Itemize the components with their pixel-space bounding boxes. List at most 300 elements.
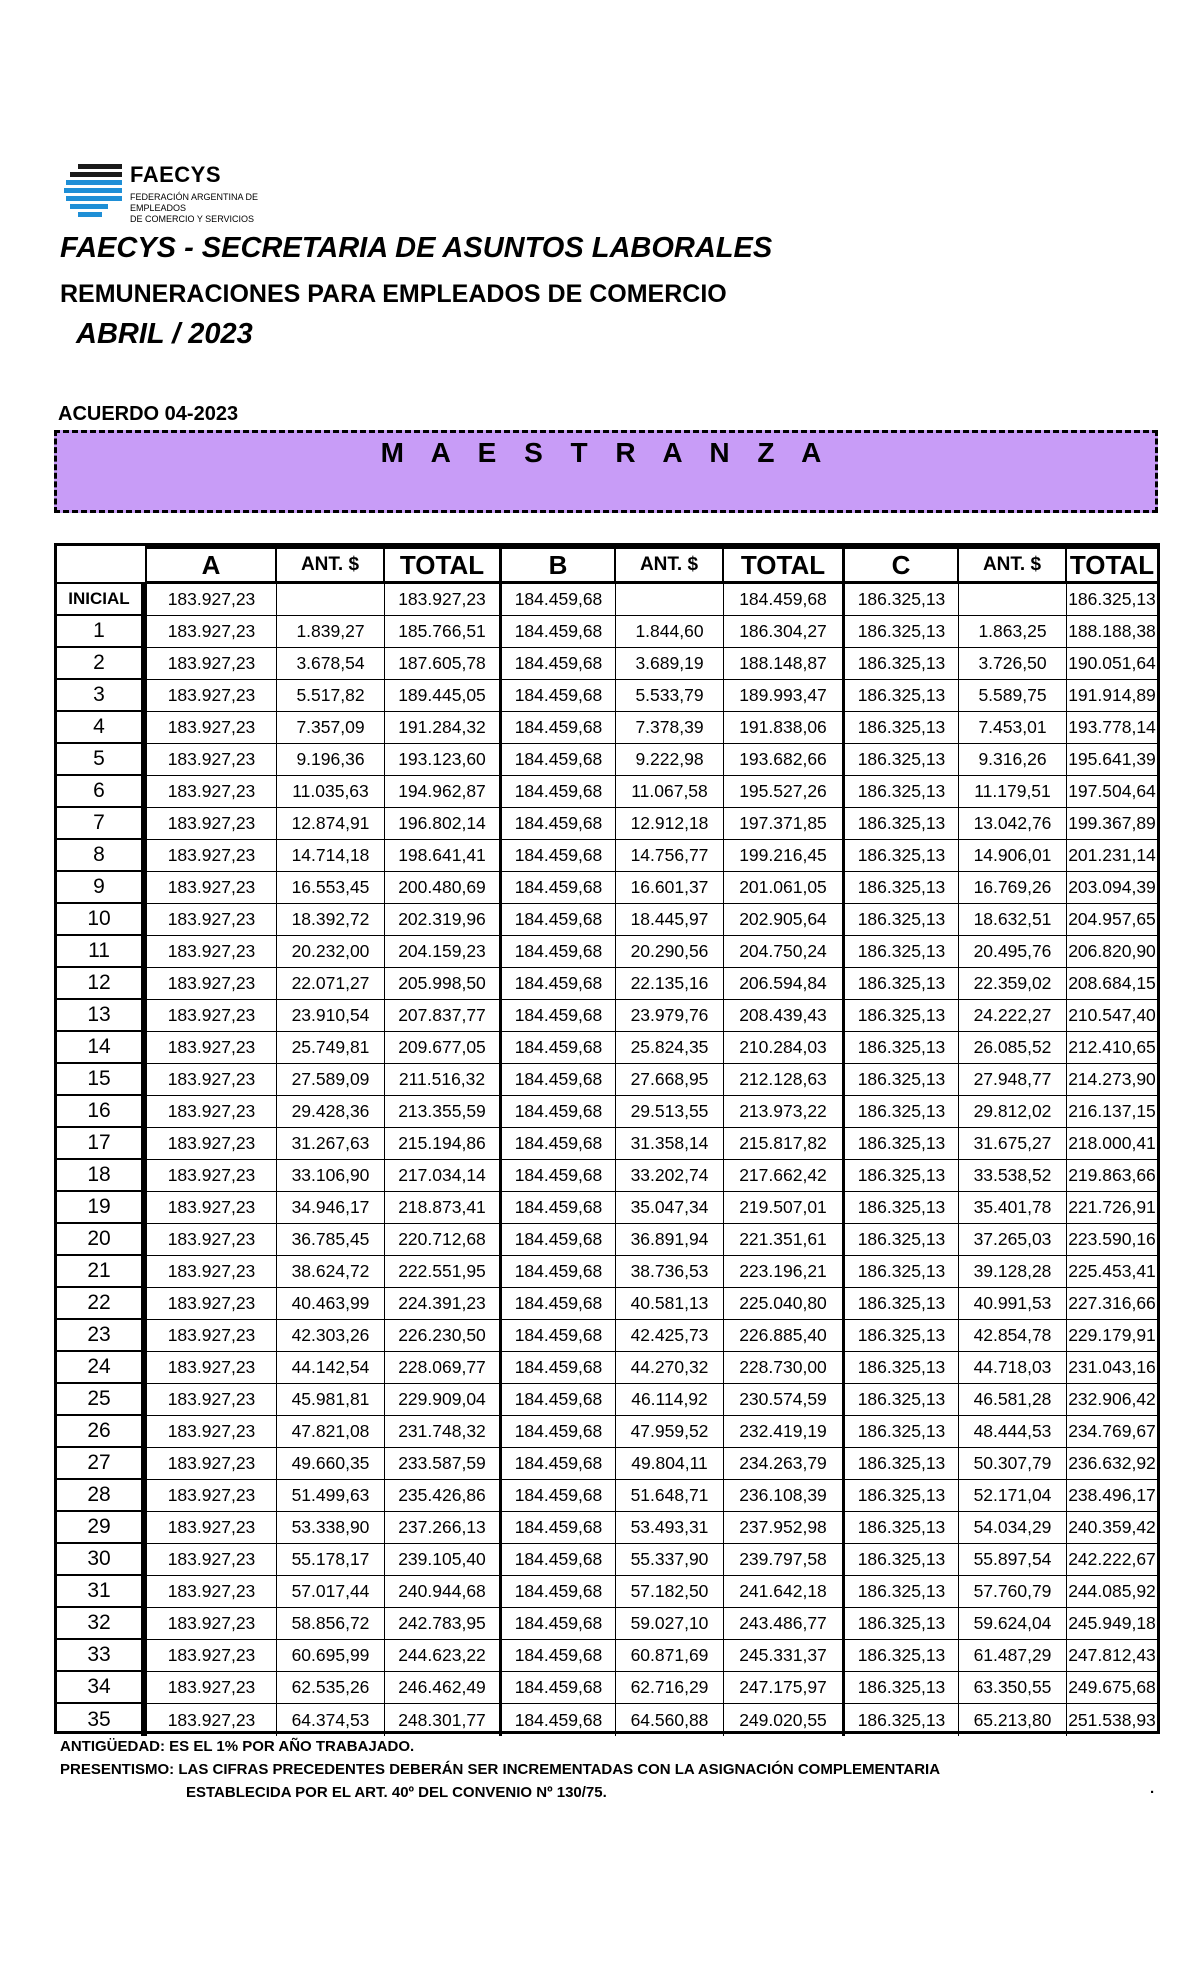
value-cell: 184.459,68 — [502, 1480, 616, 1512]
antiguedad-note: ANTIGÜEDAD: ES EL 1% POR AÑO TRABAJADO. — [60, 1738, 415, 1755]
value-cell: 42.303,26 — [277, 1320, 385, 1352]
table-row — [57, 1608, 1157, 1640]
value-cell: 186.325,13 — [845, 1512, 959, 1544]
column-header: A — [147, 546, 277, 584]
value-cell: 184.459,68 — [502, 1416, 616, 1448]
value-cell: 64.560,88 — [616, 1704, 724, 1736]
value-cell: 53.338,90 — [277, 1512, 385, 1544]
value-cell: 31.675,27 — [959, 1128, 1067, 1160]
level-cell: 13 — [57, 1000, 147, 1032]
salary-table — [57, 546, 1157, 1736]
faecys-logo-icon — [64, 162, 126, 224]
value-cell: 207.837,77 — [385, 1000, 502, 1032]
value-cell: 184.459,68 — [502, 776, 616, 808]
table-row — [57, 1448, 1157, 1480]
value-cell: 36.785,45 — [277, 1224, 385, 1256]
value-cell: 244.623,22 — [385, 1640, 502, 1672]
table-row — [57, 648, 1157, 680]
table-row — [57, 1544, 1157, 1576]
level-cell: 32 — [57, 1608, 147, 1640]
table-row — [57, 1480, 1157, 1512]
value-cell: 225.040,80 — [724, 1288, 845, 1320]
value-cell: 14.714,18 — [277, 840, 385, 872]
value-cell: 186.325,13 — [845, 1000, 959, 1032]
value-cell: 184.459,68 — [502, 1160, 616, 1192]
section-title: M A E S T R A N Z A — [380, 437, 832, 468]
value-cell: 236.108,39 — [724, 1480, 845, 1512]
value-cell: 16.769,26 — [959, 872, 1067, 904]
value-cell: 240.944,68 — [385, 1576, 502, 1608]
value-cell: 186.325,13 — [845, 1352, 959, 1384]
value-cell: 186.325,13 — [845, 968, 959, 1000]
value-cell: 18.632,51 — [959, 904, 1067, 936]
value-cell: 186.325,13 — [845, 1064, 959, 1096]
level-cell: 26 — [57, 1416, 147, 1448]
value-cell: 206.820,90 — [1067, 936, 1157, 968]
value-cell: 184.459,68 — [502, 1000, 616, 1032]
value-cell: 184.459,68 — [502, 872, 616, 904]
value-cell: 206.594,84 — [724, 968, 845, 1000]
level-cell: 34 — [57, 1672, 147, 1704]
value-cell: 236.632,92 — [1067, 1448, 1157, 1480]
value-cell: 16.601,37 — [616, 872, 724, 904]
value-cell: 214.273,90 — [1067, 1064, 1157, 1096]
value-cell: 39.128,28 — [959, 1256, 1067, 1288]
value-cell: 3.689,19 — [616, 648, 724, 680]
value-cell: 186.325,13 — [845, 776, 959, 808]
table-row — [57, 1192, 1157, 1224]
value-cell: 204.750,24 — [724, 936, 845, 968]
level-cell: 31 — [57, 1576, 147, 1608]
value-cell: 234.769,67 — [1067, 1416, 1157, 1448]
value-cell: 186.325,13 — [845, 872, 959, 904]
value-cell: 202.319,96 — [385, 904, 502, 936]
value-cell: 34.946,17 — [277, 1192, 385, 1224]
value-cell: 44.718,03 — [959, 1352, 1067, 1384]
page-subtitle: REMUNERACIONES PARA EMPLEADOS DE COMERCIO — [60, 280, 727, 308]
value-cell: 59.624,04 — [959, 1608, 1067, 1640]
level-cell: INICIAL — [57, 584, 147, 616]
value-cell: 38.736,53 — [616, 1256, 724, 1288]
value-cell: 11.179,51 — [959, 776, 1067, 808]
value-cell: 239.797,58 — [724, 1544, 845, 1576]
value-cell: 23.979,76 — [616, 1000, 724, 1032]
value-cell: 188.148,87 — [724, 648, 845, 680]
value-cell: 13.042,76 — [959, 808, 1067, 840]
trailing-mark: . — [1150, 1780, 1155, 1797]
value-cell: 183.927,23 — [147, 1096, 277, 1128]
level-cell: 25 — [57, 1384, 147, 1416]
value-cell: 20.495,76 — [959, 936, 1067, 968]
table-row — [57, 1000, 1157, 1032]
value-cell: 33.538,52 — [959, 1160, 1067, 1192]
table-row — [57, 1096, 1157, 1128]
value-cell: 57.017,44 — [277, 1576, 385, 1608]
value-cell: 59.027,10 — [616, 1608, 724, 1640]
level-header — [57, 546, 147, 584]
value-cell: 215.194,86 — [385, 1128, 502, 1160]
value-cell: 186.325,13 — [845, 1640, 959, 1672]
value-cell: 184.459,68 — [502, 904, 616, 936]
value-cell: 186.304,27 — [724, 616, 845, 648]
value-cell: 60.695,99 — [277, 1640, 385, 1672]
value-cell: 186.325,13 — [845, 1448, 959, 1480]
value-cell: 54.034,29 — [959, 1512, 1067, 1544]
value-cell: 22.071,27 — [277, 968, 385, 1000]
value-cell: 186.325,13 — [845, 1192, 959, 1224]
value-cell: 239.105,40 — [385, 1544, 502, 1576]
value-cell: 184.459,68 — [502, 968, 616, 1000]
value-cell: 237.266,13 — [385, 1512, 502, 1544]
value-cell: 200.480,69 — [385, 872, 502, 904]
value-cell: 183.927,23 — [147, 1448, 277, 1480]
value-cell: 184.459,68 — [502, 1256, 616, 1288]
value-cell: 184.459,68 — [502, 1128, 616, 1160]
value-cell: 184.459,68 — [502, 616, 616, 648]
value-cell: 232.419,19 — [724, 1416, 845, 1448]
value-cell: 183.927,23 — [147, 1256, 277, 1288]
value-cell: 209.677,05 — [385, 1032, 502, 1064]
value-cell: 44.270,32 — [616, 1352, 724, 1384]
table-row — [57, 712, 1157, 744]
value-cell: 46.114,92 — [616, 1384, 724, 1416]
value-cell: 218.000,41 — [1067, 1128, 1157, 1160]
level-cell: 10 — [57, 904, 147, 936]
table-row — [57, 616, 1157, 648]
value-cell: 234.263,79 — [724, 1448, 845, 1480]
value-cell: 16.553,45 — [277, 872, 385, 904]
level-cell: 29 — [57, 1512, 147, 1544]
column-header: TOTAL — [724, 546, 845, 584]
value-cell: 183.927,23 — [147, 1384, 277, 1416]
value-cell: 40.991,53 — [959, 1288, 1067, 1320]
value-cell: 12.874,91 — [277, 808, 385, 840]
value-cell: 50.307,79 — [959, 1448, 1067, 1480]
value-cell: 183.927,23 — [147, 616, 277, 648]
column-header: C — [845, 546, 959, 584]
value-cell: 218.873,41 — [385, 1192, 502, 1224]
value-cell: 45.981,81 — [277, 1384, 385, 1416]
value-cell: 212.128,63 — [724, 1064, 845, 1096]
value-cell: 186.325,13 — [845, 1704, 959, 1736]
value-cell: 1.839,27 — [277, 616, 385, 648]
value-cell: 44.142,54 — [277, 1352, 385, 1384]
value-cell: 31.267,63 — [277, 1128, 385, 1160]
value-cell: 184.459,68 — [502, 648, 616, 680]
value-cell: 20.290,56 — [616, 936, 724, 968]
value-cell: 184.459,68 — [502, 1064, 616, 1096]
value-cell: 186.325,13 — [845, 1672, 959, 1704]
value-cell: 186.325,13 — [845, 1576, 959, 1608]
value-cell: 186.325,13 — [845, 712, 959, 744]
level-cell: 21 — [57, 1256, 147, 1288]
value-cell: 183.927,23 — [147, 1128, 277, 1160]
value-cell: 199.367,89 — [1067, 808, 1157, 840]
value-cell: 184.459,68 — [502, 584, 616, 616]
column-header: ANT. $ — [277, 546, 385, 584]
level-cell: 20 — [57, 1224, 147, 1256]
value-cell: 186.325,13 — [845, 616, 959, 648]
value-cell: 183.927,23 — [147, 1224, 277, 1256]
value-cell: 183.927,23 — [385, 584, 502, 616]
value-cell: 184.459,68 — [502, 1704, 616, 1736]
column-header: ANT. $ — [959, 546, 1067, 584]
value-cell: 208.684,15 — [1067, 968, 1157, 1000]
value-cell: 11.067,58 — [616, 776, 724, 808]
value-cell: 24.222,27 — [959, 1000, 1067, 1032]
table-row — [57, 840, 1157, 872]
value-cell: 194.962,87 — [385, 776, 502, 808]
level-cell: 16 — [57, 1096, 147, 1128]
table-row — [57, 1384, 1157, 1416]
logo-name: FAECYS — [130, 162, 222, 187]
table-row — [57, 1640, 1157, 1672]
value-cell: 205.998,50 — [385, 968, 502, 1000]
value-cell: 27.948,77 — [959, 1064, 1067, 1096]
table-row — [57, 872, 1157, 904]
value-cell: 184.459,68 — [502, 808, 616, 840]
level-cell: 9 — [57, 872, 147, 904]
value-cell: 9.196,36 — [277, 744, 385, 776]
value-cell: 183.927,23 — [147, 1512, 277, 1544]
value-cell: 226.885,40 — [724, 1320, 845, 1352]
value-cell: 55.897,54 — [959, 1544, 1067, 1576]
level-cell: 28 — [57, 1480, 147, 1512]
value-cell: 35.401,78 — [959, 1192, 1067, 1224]
level-cell: 8 — [57, 840, 147, 872]
value-cell: 223.196,21 — [724, 1256, 845, 1288]
value-cell: 29.812,02 — [959, 1096, 1067, 1128]
value-cell: 186.325,13 — [845, 1128, 959, 1160]
value-cell: 186.325,13 — [845, 648, 959, 680]
value-cell: 221.351,61 — [724, 1224, 845, 1256]
value-cell: 246.462,49 — [385, 1672, 502, 1704]
value-cell: 204.159,23 — [385, 936, 502, 968]
value-cell: 245.331,37 — [724, 1640, 845, 1672]
value-cell: 61.487,29 — [959, 1640, 1067, 1672]
table-row — [57, 936, 1157, 968]
table-row — [57, 1416, 1157, 1448]
value-cell: 185.766,51 — [385, 616, 502, 648]
value-cell: 18.445,97 — [616, 904, 724, 936]
table-header-row — [57, 546, 1157, 584]
value-cell: 245.949,18 — [1067, 1608, 1157, 1640]
page-title: FAECYS - SECRETARIA DE ASUNTOS LABORALES — [60, 232, 773, 264]
value-cell: 228.730,00 — [724, 1352, 845, 1384]
value-cell: 53.493,31 — [616, 1512, 724, 1544]
value-cell: 186.325,13 — [845, 1480, 959, 1512]
level-cell: 35 — [57, 1704, 147, 1736]
value-cell: 7.357,09 — [277, 712, 385, 744]
value-cell: 186.325,13 — [845, 1288, 959, 1320]
value-cell: 186.325,13 — [845, 1320, 959, 1352]
value-cell: 183.927,23 — [147, 776, 277, 808]
table-row — [57, 1224, 1157, 1256]
value-cell: 211.516,32 — [385, 1064, 502, 1096]
level-cell: 2 — [57, 648, 147, 680]
value-cell: 217.034,14 — [385, 1160, 502, 1192]
value-cell: 184.459,68 — [502, 1384, 616, 1416]
value-cell: 186.325,13 — [845, 1096, 959, 1128]
table-row — [57, 776, 1157, 808]
value-cell: 183.927,23 — [147, 1000, 277, 1032]
presentismo-note-continued: ESTABLECIDA POR EL ART. 40º DEL CONVENIO Nº 130/75. — [186, 1784, 607, 1801]
value-cell: 5.589,75 — [959, 680, 1067, 712]
value-cell: 33.106,90 — [277, 1160, 385, 1192]
value-cell: 189.993,47 — [724, 680, 845, 712]
value-cell: 37.265,03 — [959, 1224, 1067, 1256]
salary-table-frame — [54, 543, 1160, 1734]
value-cell: 186.325,13 — [845, 1256, 959, 1288]
value-cell: 231.748,32 — [385, 1416, 502, 1448]
value-cell: 249.675,68 — [1067, 1672, 1157, 1704]
value-cell: 49.660,35 — [277, 1448, 385, 1480]
level-cell: 3 — [57, 680, 147, 712]
value-cell: 184.459,68 — [502, 1576, 616, 1608]
value-cell: 64.374,53 — [277, 1704, 385, 1736]
value-cell: 219.507,01 — [724, 1192, 845, 1224]
value-cell: 55.337,90 — [616, 1544, 724, 1576]
value-cell: 183.927,23 — [147, 872, 277, 904]
value-cell: 184.459,68 — [502, 1448, 616, 1480]
value-cell: 183.927,23 — [147, 744, 277, 776]
value-cell: 191.914,89 — [1067, 680, 1157, 712]
table-row — [57, 1064, 1157, 1096]
value-cell: 22.359,02 — [959, 968, 1067, 1000]
value-cell: 27.589,09 — [277, 1064, 385, 1096]
table-row — [57, 1256, 1157, 1288]
value-cell: 57.760,79 — [959, 1576, 1067, 1608]
value-cell: 5.517,82 — [277, 680, 385, 712]
value-cell: 220.712,68 — [385, 1224, 502, 1256]
value-cell: 184.459,68 — [502, 1192, 616, 1224]
value-cell: 27.668,95 — [616, 1064, 724, 1096]
level-cell: 19 — [57, 1192, 147, 1224]
table-row — [57, 744, 1157, 776]
value-cell: 38.624,72 — [277, 1256, 385, 1288]
value-cell: 46.581,28 — [959, 1384, 1067, 1416]
value-cell: 3.678,54 — [277, 648, 385, 680]
level-cell: 24 — [57, 1352, 147, 1384]
value-cell: 183.927,23 — [147, 1640, 277, 1672]
value-cell: 186.325,13 — [845, 1032, 959, 1064]
value-cell: 216.137,15 — [1067, 1096, 1157, 1128]
value-cell: 191.284,32 — [385, 712, 502, 744]
value-cell: 184.459,68 — [502, 1640, 616, 1672]
value-cell: 184.459,68 — [502, 1544, 616, 1576]
value-cell: 190.051,64 — [1067, 648, 1157, 680]
level-cell: 1 — [57, 616, 147, 648]
value-cell: 232.906,42 — [1067, 1384, 1157, 1416]
value-cell: 237.952,98 — [724, 1512, 845, 1544]
value-cell: 186.325,13 — [845, 584, 959, 616]
value-cell: 226.230,50 — [385, 1320, 502, 1352]
value-cell: 247.812,43 — [1067, 1640, 1157, 1672]
level-cell: 30 — [57, 1544, 147, 1576]
value-cell: 12.912,18 — [616, 808, 724, 840]
value-cell: 29.513,55 — [616, 1096, 724, 1128]
value-cell: 249.020,55 — [724, 1704, 845, 1736]
level-cell: 4 — [57, 712, 147, 744]
level-cell: 5 — [57, 744, 147, 776]
value-cell: 197.504,64 — [1067, 776, 1157, 808]
table-row — [57, 1672, 1157, 1704]
value-cell: 202.905,64 — [724, 904, 845, 936]
value-cell: 183.927,23 — [147, 1064, 277, 1096]
value-cell: 242.783,95 — [385, 1608, 502, 1640]
table-row — [57, 1032, 1157, 1064]
value-cell: 184.459,68 — [724, 584, 845, 616]
value-cell — [277, 584, 385, 616]
value-cell: 193.123,60 — [385, 744, 502, 776]
value-cell: 188.188,38 — [1067, 616, 1157, 648]
value-cell: 203.094,39 — [1067, 872, 1157, 904]
value-cell: 229.179,91 — [1067, 1320, 1157, 1352]
presentismo-note: PRESENTISMO: LAS CIFRAS PRECEDENTES DEBERÁN SER INCREMENTADAS CON LA ASIGNACIÓN COMPLEMENTARIA — [60, 1761, 941, 1778]
value-cell: 183.927,23 — [147, 1480, 277, 1512]
value-cell: 29.428,36 — [277, 1096, 385, 1128]
value-cell: 186.325,13 — [845, 1384, 959, 1416]
value-cell: 9.316,26 — [959, 744, 1067, 776]
value-cell: 57.182,50 — [616, 1576, 724, 1608]
table-row — [57, 1704, 1157, 1736]
value-cell: 11.035,63 — [277, 776, 385, 808]
value-cell: 183.927,23 — [147, 968, 277, 1000]
table-row — [57, 968, 1157, 1000]
value-cell: 224.391,23 — [385, 1288, 502, 1320]
value-cell: 1.844,60 — [616, 616, 724, 648]
value-cell: 183.927,23 — [147, 936, 277, 968]
value-cell: 240.359,42 — [1067, 1512, 1157, 1544]
value-cell: 33.202,74 — [616, 1160, 724, 1192]
faecys-logo — [64, 162, 304, 224]
value-cell: 195.527,26 — [724, 776, 845, 808]
value-cell: 58.856,72 — [277, 1608, 385, 1640]
value-cell: 9.222,98 — [616, 744, 724, 776]
value-cell — [959, 584, 1067, 616]
value-cell: 184.459,68 — [502, 1512, 616, 1544]
value-cell: 14.756,77 — [616, 840, 724, 872]
value-cell: 204.957,65 — [1067, 904, 1157, 936]
value-cell: 210.284,03 — [724, 1032, 845, 1064]
level-cell: 22 — [57, 1288, 147, 1320]
value-cell: 244.085,92 — [1067, 1576, 1157, 1608]
value-cell: 49.804,11 — [616, 1448, 724, 1480]
value-cell: 223.590,16 — [1067, 1224, 1157, 1256]
value-cell: 186.325,13 — [845, 1416, 959, 1448]
value-cell: 229.909,04 — [385, 1384, 502, 1416]
value-cell: 183.927,23 — [147, 1544, 277, 1576]
level-cell: 27 — [57, 1448, 147, 1480]
value-cell: 233.587,59 — [385, 1448, 502, 1480]
value-cell: 184.459,68 — [502, 1672, 616, 1704]
value-cell: 7.453,01 — [959, 712, 1067, 744]
value-cell: 51.499,63 — [277, 1480, 385, 1512]
value-cell: 40.581,13 — [616, 1288, 724, 1320]
level-cell: 17 — [57, 1128, 147, 1160]
value-cell: 227.316,66 — [1067, 1288, 1157, 1320]
column-header: TOTAL — [385, 546, 502, 584]
logo-subtitle-line1: FEDERACIÓN ARGENTINA DE EMPLEADOS — [130, 192, 259, 213]
value-cell: 18.392,72 — [277, 904, 385, 936]
value-cell: 201.231,14 — [1067, 840, 1157, 872]
level-cell: 12 — [57, 968, 147, 1000]
value-cell: 183.927,23 — [147, 1704, 277, 1736]
level-cell: 15 — [57, 1064, 147, 1096]
value-cell: 251.538,93 — [1068, 1709, 1156, 1730]
table-row — [57, 1128, 1157, 1160]
value-cell: 183.927,23 — [147, 1608, 277, 1640]
